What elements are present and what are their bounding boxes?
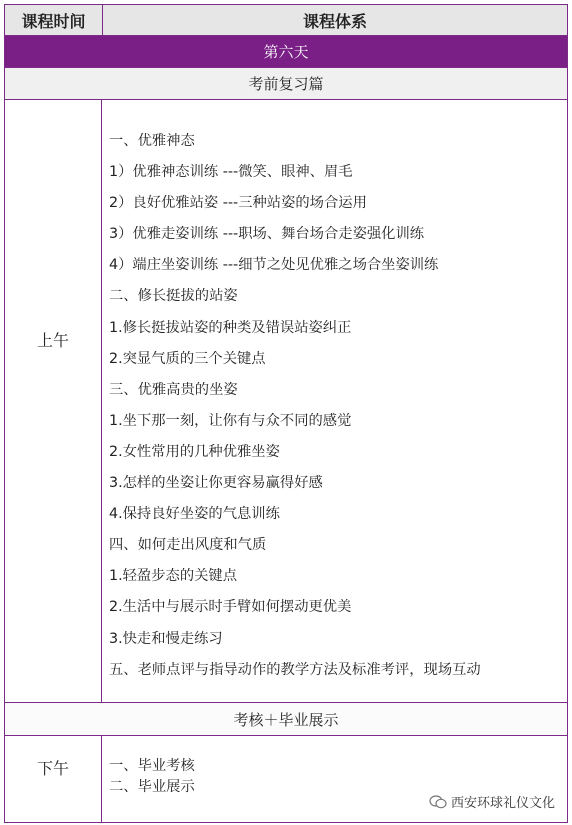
morning-row bbox=[5, 100, 567, 703]
content-line: 二、修长挺拔的站姿 bbox=[109, 288, 238, 305]
header-system: 课程体系 bbox=[302, 11, 367, 31]
content-line: 2.女性常用的几种优雅坐姿 bbox=[109, 443, 280, 460]
content-line: 2）良好优雅站姿 ---三种站姿的场合运用 bbox=[109, 195, 367, 212]
content-line: 1.坐下那一刻，让你有与众不同的感觉 bbox=[109, 412, 352, 429]
content-line: 3.快走和慢走练习 bbox=[109, 630, 223, 647]
content-line: 一、优雅神态 bbox=[109, 133, 195, 149]
afternoon-time-cell bbox=[5, 736, 102, 822]
content-line: 2.突显气质的三个关键点 bbox=[109, 350, 266, 367]
afternoon-label: 下午 bbox=[36, 759, 69, 778]
content-line: 1.轻盈步态的关键点 bbox=[109, 568, 238, 585]
watermark bbox=[429, 792, 555, 811]
content-line: 3.怎样的坐姿让你更容易赢得好感 bbox=[109, 475, 323, 492]
day-title: 第六天 bbox=[5, 36, 567, 68]
morning-content bbox=[102, 100, 567, 702]
afternoon-content bbox=[102, 736, 567, 822]
content-line: 五、老师点评与指导动作的教学方法及标准考评，现场互动 bbox=[109, 661, 481, 678]
content-line: 1.修长挺拔站姿的种类及错误站姿纠正 bbox=[109, 319, 352, 336]
content-line: 一、毕业考核 bbox=[109, 758, 195, 774]
afternoon-row bbox=[5, 736, 567, 822]
morning-label: 上午 bbox=[36, 331, 69, 350]
content-line: 4）端庄坐姿训练 ---细节之处见优雅之场合坐姿训练 bbox=[109, 257, 439, 274]
review-title: 考前复习篇 bbox=[5, 68, 567, 100]
content-line: 二、毕业展示 bbox=[109, 779, 195, 795]
morning-time-cell bbox=[5, 100, 102, 702]
table-header bbox=[5, 5, 567, 36]
content-line: 1）优雅神态训练 ---微笑、眼神、眉毛 bbox=[109, 164, 353, 181]
wechat-icon bbox=[429, 795, 447, 809]
content-line: 三、优雅高贵的坐姿 bbox=[109, 381, 238, 398]
exam-title: 考核＋毕业展示 bbox=[5, 703, 567, 736]
header-time: 课程时间 bbox=[5, 5, 103, 35]
content-line: 四、如何走出风度和气质 bbox=[109, 537, 267, 554]
content-line: 3）优雅走姿训练 ---职场、舞台场合走姿强化训练 bbox=[109, 226, 425, 243]
course-table bbox=[4, 4, 568, 823]
watermark-text: 西安环球礼仪文化 bbox=[450, 796, 555, 811]
content-line: 2.生活中与展示时手臂如何摆动更优美 bbox=[109, 599, 352, 616]
content-line: 4.保持良好坐姿的气息训练 bbox=[109, 506, 280, 523]
